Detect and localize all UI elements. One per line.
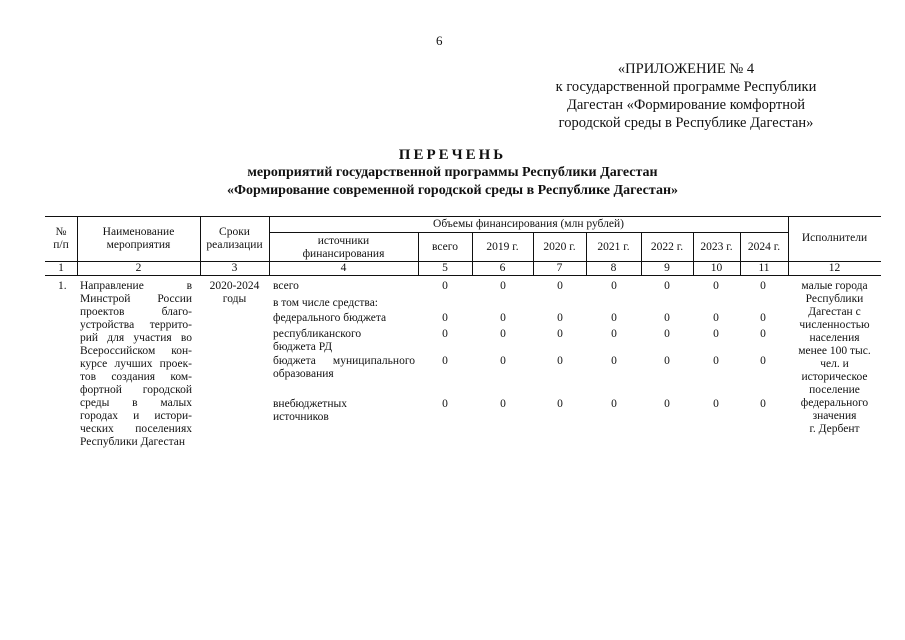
source-label-line: бюджета РД: [273, 341, 333, 353]
executor-line: менее 100 тыс.: [798, 345, 871, 357]
column-number: 1: [58, 262, 64, 274]
header-text: Наименование: [102, 226, 175, 238]
column-number: 9: [664, 262, 670, 274]
executor-line: численностью: [799, 319, 870, 331]
header-volumes: Объемы финансирования (млн рублей): [433, 218, 624, 230]
value-cell: 0: [713, 328, 719, 340]
header-executors: Исполнители: [801, 232, 868, 244]
measure-name-line: Всероссийском кон-: [80, 345, 192, 357]
executor-line: малые города: [801, 280, 868, 292]
value-cell: 0: [713, 280, 719, 292]
source-label-line: образования: [273, 368, 334, 380]
page-number: 6: [436, 33, 443, 48]
source-label-line: внебюджетных: [273, 398, 347, 410]
source-label-line: бюджета муниципального: [273, 355, 415, 367]
source-label: федерального бюджета: [273, 312, 387, 324]
value-cell: 0: [442, 355, 448, 367]
appendix-line: Дагестан «Формирование комфортной: [566, 97, 805, 113]
column-number: 4: [340, 262, 347, 274]
executor-line: г. Дербент: [809, 423, 860, 435]
value-cell: 0: [557, 328, 563, 340]
executor-line: историческое: [801, 371, 868, 383]
value-cell: 0: [500, 312, 506, 324]
period-text: годы: [222, 293, 247, 305]
header-text: финансирования: [302, 248, 385, 260]
value-cell: 0: [442, 398, 448, 410]
column-number: 6: [499, 262, 506, 274]
header-year: 2019 г.: [486, 241, 519, 253]
value-cell: 0: [664, 328, 670, 340]
value-cell: 0: [611, 398, 617, 410]
value-cell: 0: [557, 280, 563, 292]
row-number: 1.: [58, 280, 67, 292]
document-title: [0, 146, 905, 200]
column-number: 11: [758, 262, 770, 274]
column-number: 5: [442, 262, 448, 274]
value-cell: 0: [664, 312, 670, 324]
implementation-period: [200, 280, 269, 306]
value-cell: 0: [760, 280, 766, 292]
source-label: [273, 398, 415, 424]
measure-name: [80, 280, 192, 449]
header-dates: [200, 226, 269, 252]
value-cell: 0: [664, 355, 670, 367]
measure-name-line: ческих поселениях: [80, 423, 192, 435]
value-cell: 0: [664, 398, 670, 410]
table-colnum-bottom: [45, 275, 881, 276]
measure-name-line: Направление в: [80, 280, 192, 292]
appendix-line: к государственной программе Республики: [555, 79, 817, 95]
value-cell: 0: [713, 355, 719, 367]
title-subline: мероприятий государственной программы Республики Дагестан: [247, 165, 658, 180]
value-cell: 0: [611, 312, 617, 324]
table-subheader-line: [269, 232, 788, 233]
executor-line: Республики: [805, 293, 864, 305]
measure-name-line: Республики Дагестан: [80, 436, 185, 448]
header-year: 2021 г.: [597, 241, 630, 253]
title-subline: «Формирование современной городской среды в Республике Дагестан»: [226, 183, 679, 198]
column-number: 7: [556, 262, 563, 274]
header-text: мероприятия: [106, 239, 171, 251]
measure-name-line: проектов благо-: [80, 306, 192, 318]
column-number: 8: [610, 262, 617, 274]
header-year: 2022 г.: [650, 241, 684, 253]
appendix-line: «ПРИЛОЖЕНИЕ № 4: [617, 61, 755, 77]
value-cell: 0: [500, 355, 506, 367]
executor-line: федерального: [800, 397, 869, 409]
header-year: 2020 г.: [543, 241, 576, 253]
value-cell: 0: [611, 355, 617, 367]
value-cell: 0: [442, 312, 448, 324]
value-cell: 0: [611, 280, 617, 292]
measure-name-line: тов создания ком-: [80, 371, 192, 383]
value-cell: 0: [760, 328, 766, 340]
measure-name-line: курсе лучших проек-: [80, 358, 192, 370]
measure-name-line: городах и истори-: [80, 410, 192, 422]
measure-name-line: фортной городской: [80, 384, 192, 396]
source-label: [273, 328, 415, 354]
value-cell: 0: [500, 398, 506, 410]
value-cell: 0: [557, 312, 563, 324]
table-border-top: [45, 216, 881, 217]
executor-line: значения: [812, 410, 857, 422]
measure-name-line: Минстрой России: [80, 293, 192, 305]
header-text: источники: [317, 235, 370, 247]
measure-name-line: устройства террито-: [80, 319, 192, 331]
source-label: [273, 355, 415, 381]
executor-line: Дагестан с: [808, 306, 861, 318]
value-cell: 0: [664, 280, 670, 292]
value-cell: 0: [500, 328, 506, 340]
appendix-block: [500, 60, 872, 132]
column-number: 12: [828, 262, 841, 274]
value-cell: 0: [500, 280, 506, 292]
value-cell: 0: [713, 312, 719, 324]
value-cell: 0: [760, 398, 766, 410]
header-sources: [269, 235, 418, 261]
executor-line: населения: [809, 332, 860, 344]
header-text: Сроки: [219, 226, 250, 238]
column-number: 3: [231, 262, 238, 274]
measure-name-line: среды в малых: [80, 397, 192, 409]
executors-cell: [788, 280, 881, 436]
source-label-line: источников: [273, 411, 329, 423]
executor-line: чел. и: [820, 358, 849, 370]
executor-line: поселение: [809, 384, 860, 396]
header-year: 2024 г.: [747, 241, 781, 253]
value-cell: 0: [713, 398, 719, 410]
column-number: 10: [710, 262, 723, 274]
value-cell: 0: [760, 312, 766, 324]
period-text: 2020-2024: [209, 280, 260, 292]
header-text: п/п: [53, 239, 69, 251]
value-cell: 0: [557, 398, 563, 410]
appendix-line: городской среды в Республике Дагестан»: [558, 115, 814, 131]
column-number: 2: [135, 262, 142, 274]
title-heading: ПЕРЕЧЕНЬ: [398, 147, 507, 163]
header-text: №: [55, 226, 67, 238]
measure-name-line: рий для участия во: [80, 332, 192, 344]
source-label: всего: [273, 280, 299, 292]
source-label: в том числе средства:: [273, 297, 378, 309]
value-cell: 0: [442, 328, 448, 340]
header-year: 2023 г.: [700, 241, 733, 253]
value-cell: 0: [760, 355, 766, 367]
header-num: [45, 226, 77, 252]
value-cell: 0: [611, 328, 617, 340]
value-cell: 0: [557, 355, 563, 367]
value-cell: 0: [442, 280, 448, 292]
source-label-line: республиканского: [273, 328, 362, 340]
header-total: всего: [432, 241, 458, 253]
header-text: реализации: [206, 239, 263, 251]
header-name: [77, 226, 200, 252]
